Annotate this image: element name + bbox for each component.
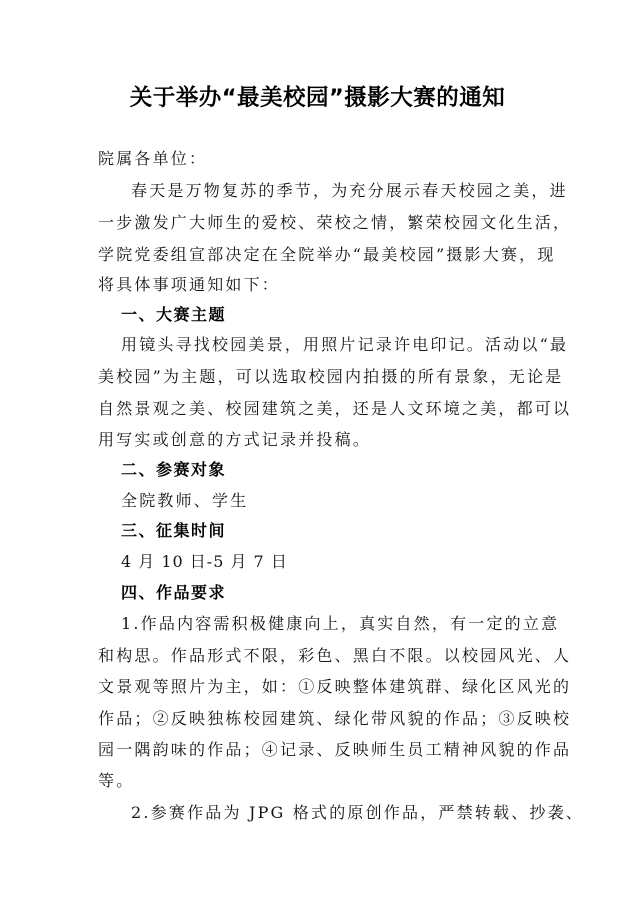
intro-line: 学院党委组宣部决定在全院举办“最美校园”摄影大赛，现	[98, 245, 556, 264]
section-heading-schedule: 三、征集时间	[121, 521, 227, 540]
paragraph-line: 全院教师、学生	[121, 491, 249, 510]
paragraph-line: 和构思。作品形式不限，彩色、黑白不限。以校园风光、人	[98, 646, 572, 665]
intro-line: 一步激发广大师生的爱校、荣校之情，繁荣校园文化生活，	[98, 213, 572, 232]
paragraph-line: 用镜头寻找校园美景，用照片记录许电印记。活动以“最	[121, 335, 569, 354]
paragraph-line: 等。	[98, 771, 135, 790]
paragraph-line: 文景观等照片为主，如：①反映整体建筑群、绿化区风光的	[98, 677, 572, 696]
paragraph-line: 作品；②反映独栋校园建筑、绿化带风貌的作品；③反映校	[98, 709, 572, 728]
intro-line: 将具体事项通知如下：	[98, 275, 281, 294]
paragraph-line: 园一隅韵味的作品；④记录、反映师生员工精神风貌的作品	[98, 740, 572, 759]
paragraph-line: 自然景观之美、校园建筑之美，还是人文环境之美，都可以	[98, 399, 572, 418]
paragraph-line: 1.作品内容需积极健康向上，真实自然，有一定的立意	[121, 614, 560, 633]
intro-line: 春天是万物复苏的季节，为充分展示春天校园之美，进	[131, 181, 568, 200]
paragraph-line: 美校园”为主题，可以选取校园内拍摄的所有景象，无论是	[98, 367, 564, 386]
section-heading-participants: 二、参赛对象	[121, 460, 227, 479]
paragraph-line: 4 月 10 日-5 月 7 日	[121, 552, 288, 571]
paragraph-line: 2.参赛作品为 JPG 格式的原创作品，严禁转载、抄袭、	[131, 803, 584, 822]
section-heading-theme: 一、大赛主题	[121, 305, 227, 324]
paragraph-line: 用写实或创意的方式记录并投稿。	[98, 430, 372, 449]
salutation: 院属各单位：	[98, 149, 208, 168]
document-title: 关于举办“最美校园”摄影大赛的通知	[129, 85, 506, 111]
section-heading-requirements: 四、作品要求	[121, 583, 227, 602]
